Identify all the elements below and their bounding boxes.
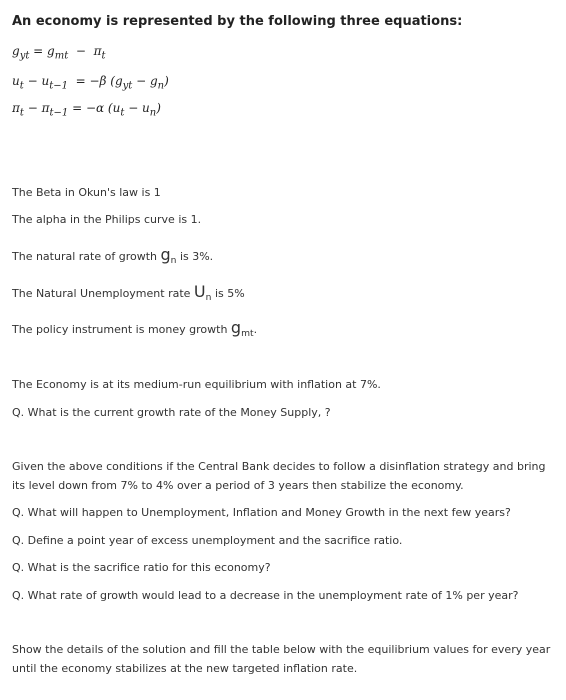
equation-money-growth: $g_{yt} = g_{mt} - \pi_t$ (12, 44, 106, 62)
instructions-paragraph: Show the details of the solution and fill the table below with the equilibrium values for every year until the economy stabilizes at the new targeted inflation rate. (12, 643, 551, 675)
scenario-paragraph: Given the above conditions if the Central Bank decides to follow a disinflation strategy and bring its level down from 7% to 4% over a period of 3 years then stabilize the economy. (12, 460, 546, 492)
equation-phillips-curve: $\pi_t - \pi_{t-1} = -\alpha$ $(u_t - u_n)$ (12, 101, 161, 119)
question-heading: An economy is represented by the following three equations: (12, 14, 463, 29)
okun-beta-text: The Beta in Okun's law is 1 (12, 186, 161, 199)
question-sacrifice-ratio: Q. What is the sacrifice ratio for this economy? (12, 561, 271, 574)
question-unemployment-inflation: Q. What will happen to Unemployment, Inflation and Money Growth in the next few years? (12, 506, 511, 519)
policy-instrument-text: The policy instrument is money growth $g_{mt}$. (12, 318, 258, 340)
equation-okuns-law: $u_t - u_{t-1} = -\beta$ $(g_{yt} - g_n)$ (12, 74, 169, 92)
phillips-alpha-text: The alpha in the Philips curve is 1. (12, 213, 202, 226)
question-sacrifice-definition: Q. Define a point year of excess unemployment and the sacrifice ratio. (12, 534, 403, 547)
equilibrium-text: The Economy is at its medium-run equilibrium with inflation at 7%. (12, 378, 381, 391)
natural-unemployment-text: The Natural Unemployment rate $U_n$ is 5% (12, 282, 245, 304)
money-supply-question: Q. What is the current growth rate of the Money Supply, ? (12, 406, 331, 419)
natural-growth-text: The natural rate of growth $g_n$ is 3%. (12, 245, 214, 267)
question-growth-rate: Q. What rate of growth would lead to a decrease in the unemployment rate of 1% per year? (12, 589, 519, 602)
